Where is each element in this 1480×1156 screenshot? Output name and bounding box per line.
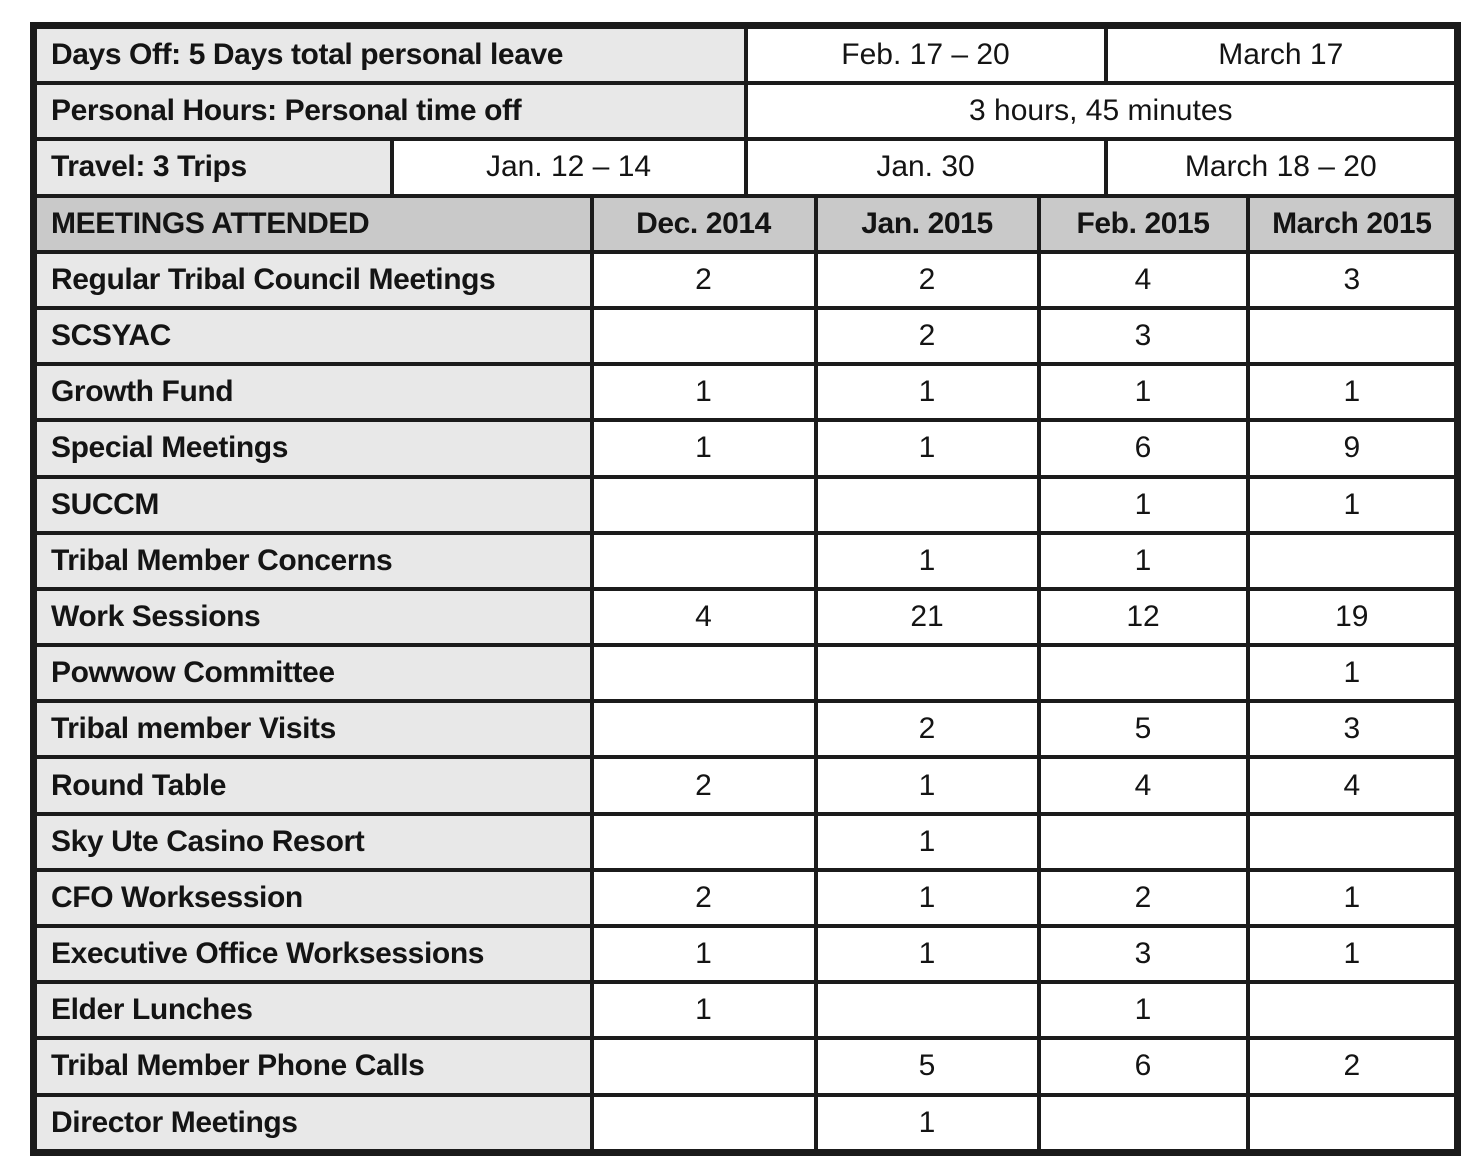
personal-hours-row <box>34 83 1458 139</box>
days-off-row <box>34 26 1458 84</box>
count-cell <box>816 645 1039 701</box>
meetings-header-row <box>34 196 1458 252</box>
count-cell: 4 <box>1248 757 1458 813</box>
count-cell <box>592 1095 816 1153</box>
count-cell: 1 <box>592 982 816 1038</box>
travel-date-1: Jan. 12 – 14 <box>392 139 746 195</box>
count-cell: 1 <box>816 364 1039 420</box>
table-row <box>34 477 1458 533</box>
count-cell: 1 <box>592 420 816 476</box>
row-label: Powwow Committee <box>34 645 592 701</box>
table-row <box>34 308 1458 364</box>
table-row <box>34 1095 1458 1153</box>
count-cell: 1 <box>816 1095 1039 1153</box>
count-cell: 1 <box>1248 477 1458 533</box>
row-label: CFO Worksession <box>34 870 592 926</box>
count-cell: 1 <box>1039 364 1248 420</box>
count-cell: 2 <box>1039 870 1248 926</box>
count-cell: 1 <box>816 814 1039 870</box>
row-label: Sky Ute Casino Resort <box>34 814 592 870</box>
count-cell: 2 <box>1248 1038 1458 1094</box>
count-cell <box>592 814 816 870</box>
count-cell: 1 <box>816 420 1039 476</box>
count-cell <box>592 533 816 589</box>
table-row <box>34 701 1458 757</box>
table-row <box>34 364 1458 420</box>
count-cell: 1 <box>816 926 1039 982</box>
travel-label: Travel: 3 Trips <box>34 139 392 195</box>
count-cell <box>1248 1095 1458 1153</box>
count-cell: 1 <box>1248 645 1458 701</box>
count-cell: 1 <box>1039 477 1248 533</box>
count-cell <box>1039 1095 1248 1153</box>
count-cell: 1 <box>816 870 1039 926</box>
column-header-feb-2015: Feb. 2015 <box>1039 196 1248 252</box>
table-row <box>34 533 1458 589</box>
count-cell <box>592 308 816 364</box>
count-cell <box>1039 645 1248 701</box>
count-cell <box>1248 308 1458 364</box>
travel-date-3: March 18 – 20 <box>1106 139 1458 195</box>
table-row <box>34 1038 1458 1094</box>
count-cell: 6 <box>1039 420 1248 476</box>
count-cell: 3 <box>1039 308 1248 364</box>
count-cell <box>592 1038 816 1094</box>
column-header-jan-2015: Jan. 2015 <box>816 196 1039 252</box>
row-label: Special Meetings <box>34 420 592 476</box>
count-cell <box>816 982 1039 1038</box>
count-cell <box>1248 533 1458 589</box>
count-cell: 4 <box>1039 757 1248 813</box>
table-row <box>34 814 1458 870</box>
row-label: SUCCM <box>34 477 592 533</box>
count-cell: 2 <box>816 252 1039 308</box>
days-off-label: Days Off: 5 Days total personal leave <box>34 26 746 84</box>
row-label: Tribal Member Concerns <box>34 533 592 589</box>
row-label: Regular Tribal Council Meetings <box>34 252 592 308</box>
personal-hours-value: 3 hours, 45 minutes <box>746 83 1458 139</box>
count-cell: 1 <box>592 926 816 982</box>
count-cell: 3 <box>1248 701 1458 757</box>
count-cell: 1 <box>1248 364 1458 420</box>
count-cell: 5 <box>1039 701 1248 757</box>
count-cell: 6 <box>1039 1038 1248 1094</box>
table-row <box>34 645 1458 701</box>
row-label: Elder Lunches <box>34 982 592 1038</box>
count-cell <box>592 645 816 701</box>
count-cell: 2 <box>592 757 816 813</box>
count-cell: 3 <box>1248 252 1458 308</box>
count-cell: 2 <box>592 870 816 926</box>
column-header-march-2015: March 2015 <box>1248 196 1458 252</box>
table-row <box>34 982 1458 1038</box>
row-label: SCSYAC <box>34 308 592 364</box>
count-cell <box>1248 814 1458 870</box>
count-cell: 1 <box>1248 870 1458 926</box>
count-cell: 2 <box>816 308 1039 364</box>
row-label: Growth Fund <box>34 364 592 420</box>
column-header-dec-2014: Dec. 2014 <box>592 196 816 252</box>
row-label: Tribal member Visits <box>34 701 592 757</box>
attendance-report-table <box>30 22 1461 1156</box>
count-cell: 12 <box>1039 589 1248 645</box>
row-label: Round Table <box>34 757 592 813</box>
personal-hours-label: Personal Hours: Personal time off <box>34 83 746 139</box>
table-row <box>34 420 1458 476</box>
count-cell: 2 <box>592 252 816 308</box>
count-cell: 1 <box>816 533 1039 589</box>
count-cell: 19 <box>1248 589 1458 645</box>
travel-row <box>34 139 1458 195</box>
count-cell <box>592 701 816 757</box>
travel-date-2: Jan. 30 <box>746 139 1106 195</box>
count-cell: 1 <box>1248 926 1458 982</box>
count-cell: 9 <box>1248 420 1458 476</box>
count-cell <box>816 477 1039 533</box>
row-label: Work Sessions <box>34 589 592 645</box>
count-cell: 4 <box>1039 252 1248 308</box>
count-cell: 3 <box>1039 926 1248 982</box>
row-label: Executive Office Worksessions <box>34 926 592 982</box>
count-cell: 1 <box>1039 533 1248 589</box>
count-cell: 1 <box>1039 982 1248 1038</box>
count-cell: 1 <box>592 364 816 420</box>
row-label: Director Meetings <box>34 1095 592 1153</box>
table-row <box>34 926 1458 982</box>
row-label: Tribal Member Phone Calls <box>34 1038 592 1094</box>
count-cell: 4 <box>592 589 816 645</box>
days-off-date-1: Feb. 17 – 20 <box>746 26 1106 84</box>
count-cell <box>1039 814 1248 870</box>
days-off-date-2: March 17 <box>1106 26 1458 84</box>
table-row <box>34 252 1458 308</box>
count-cell: 21 <box>816 589 1039 645</box>
table-row <box>34 757 1458 813</box>
count-cell: 5 <box>816 1038 1039 1094</box>
table-row <box>34 870 1458 926</box>
count-cell <box>1248 982 1458 1038</box>
count-cell <box>592 477 816 533</box>
table-row <box>34 589 1458 645</box>
count-cell: 2 <box>816 701 1039 757</box>
meetings-title: MEETINGS ATTENDED <box>34 196 592 252</box>
count-cell: 1 <box>816 757 1039 813</box>
